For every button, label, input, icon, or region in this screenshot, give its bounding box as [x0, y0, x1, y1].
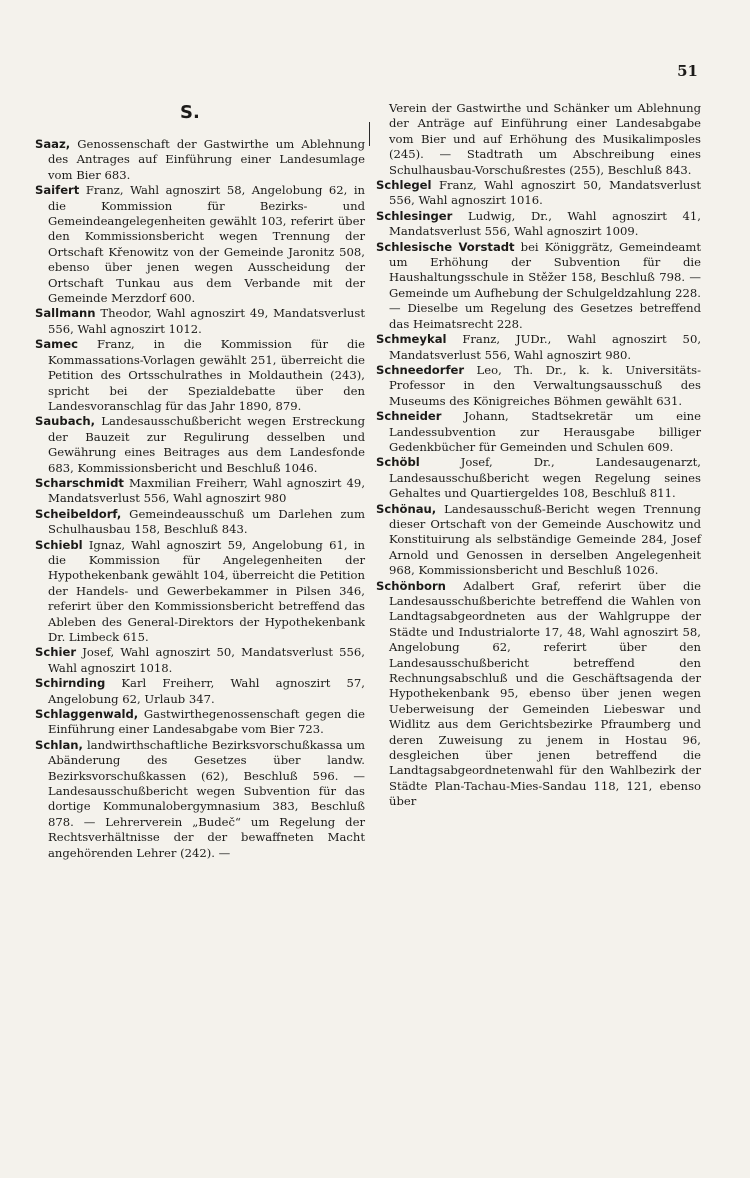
entry-heading: Schlan, — [35, 737, 83, 752]
entry-text: Josef, Dr., Landesaugenarzt, Landesausschußbericht wegen Regelung seines Gehaltes und Quartiergeldes 108, Beschluß 811. — [389, 455, 701, 501]
index-entry — [376, 363, 701, 409]
entry-text: Franz, in die Kommission für die Kommassations-Vorlagen gewählt 251, überreicht die Petition des Ortsschulrathes in Moldauthein (243), spricht bei der Spezialdebatte über den Landesvoranschlag für das Jahr 1890, 879. — [48, 337, 365, 413]
entry-heading: Schmeykal — [376, 332, 447, 347]
entry-text: Theodor, Wahl agnoszirt 49, Mandatsverlust 556, Wahl agnoszirt 1012. — [48, 306, 365, 336]
entry-text: Landesausschuß-Bericht wegen Trennung dieser Ortschaft von der Gemeinde Auschowitz und Konstituirung als selbständige Gemeinde 284, Josef Arnold und Genossen in derselben Angelegenheit 968, Kommissionsbericht und Beschluß 1026. — [389, 501, 701, 578]
entry-heading: Samec — [35, 337, 78, 352]
entry-heading: Schlesische Vorstadt — [376, 239, 515, 254]
entry-text: Landesausschußbericht wegen Erstreckung der Bauzeit zur Regulirung desselben und Gewährung eines Beitrages aus dem Landesfonde 683, Kommissionsbericht und Beschluß 1046. — [48, 414, 365, 475]
entry-text: Franz, JUDr., Wahl agnoszirt 50, Mandatsverlust 556, Wahl agnoszirt 980. — [389, 332, 701, 362]
index-entry-continuation — [376, 101, 701, 178]
entry-heading: Scharschmidt — [35, 475, 124, 490]
entry-text: Karl Freiherr, Wahl agnoszirt 57, Angelobung 62, Urlaub 347. — [48, 676, 365, 706]
entry-heading: Schöbl — [376, 455, 420, 470]
entry-heading: Scheibeldorf, — [35, 506, 122, 521]
entry-text: Adalbert Graf, referirt über die Landesausschußberichte betreffend die Wahlen von Landtagsabgeordneten aus der Wahlgruppe der Städte und Industrialorte 17, 48, Wahl agnoszirt 58, Angelobung 62, referirt über den Landesausschußbericht betreffend den Rechnungsabschluß und die Geschäftsagenda der Hypothekenbank 95, ebenso über jenen wegen Ueberweisung der Gemeinden Liebeswar und Widlitz aus dem Gerichtsbezirke Pfraumberg und deren Zuweisung zu jenem in Hostau 96, desgleichen über jenen betreffend die Landtagsabgeordnetenwahl für den Wahlbezirk der Städte Plan-Tachau-Mies-Sandau 118, 121, ebenso über — [389, 578, 701, 809]
index-entry — [376, 455, 701, 501]
index-entry — [376, 579, 701, 810]
entry-text: Maxmilian Freiherr, Wahl agnoszirt 49, Mandatsverlust 556, Wahl agnoszirt 980 — [48, 475, 365, 506]
entry-text: Johann, Stadtsekretär um eine Landessubvention zur Herausgabe billiger Gedenkbücher für Gemeinden und Schulen 609. — [389, 409, 701, 454]
entry-heading: Schneedorfer — [376, 362, 465, 377]
entry-heading: Schönborn — [376, 578, 446, 593]
entry-heading: Sallmann — [35, 306, 96, 321]
index-entry — [35, 137, 365, 183]
entry-heading: Saubach, — [35, 414, 96, 429]
index-entry — [376, 409, 701, 455]
index-entry — [35, 337, 365, 414]
entry-text: Ignaz, Wahl agnoszirt 59, Angelobung 61, in die Kommission für Angelegenheiten der Hypothekenbank gewählt 104, überreicht die Petition der Handels- und Gewerbekammer in Pilsen 346, referirt über den Kommissionsbericht betreffend das Ableben des General-Direktors der Hypothekenbank Dr. Limbeck 615. — [48, 537, 365, 644]
entry-heading: Saaz, — [35, 137, 71, 151]
entry-text: bei Königgrätz, Gemeindeamt um Erhöhung der Subvention für die Haushaltungsschule in Stěžer 158, Beschluß 798. — Gemeinde um Aufhebung der Schulgeldzahlung 228. — Dieselbe um Regelung des Gesetzes betreffend das Heimatsrecht 228. — [389, 239, 701, 331]
page-number: 51 — [677, 62, 698, 80]
entry-text: Leo, Th. Dr., k. k. Universitäts-Professor in den Verwaltungsausschuß des Museums des Königreiches Böhmen gewählt 631. — [389, 362, 701, 408]
index-entry — [35, 645, 365, 676]
index-entry — [376, 209, 701, 240]
entry-text: Ludwig, Dr., Wahl agnoszirt 41, Mandatsverlust 556, Wahl agnoszirt 1009. — [389, 208, 701, 239]
entry-heading: Schirnding — [35, 676, 106, 691]
entry-text: Gastwirthegenossenschaft gegen die Einführung einer Landesabgabe vom Bier 723. — [48, 707, 365, 737]
index-entry — [35, 707, 365, 738]
section-letter: S. — [180, 102, 200, 123]
entry-text: Josef, Wahl agnoszirt 50, Mandatsverlust 556, Wahl agnoszirt 1018. — [48, 645, 365, 675]
index-entry — [376, 240, 701, 332]
index-entry — [376, 178, 701, 209]
index-entry — [35, 507, 365, 538]
entry-text: landwirthschaftliche Bezirksvorschußkassa um Abänderung des Gesetzes über landw. Bezirksvorschußkassen (62), Beschluß 596. — Landesausschußbericht wegen Subvention für das dortige Kommunalobergymnasium 383, Beschluß 878. — Lehrerverein „Budeč“ um Regelung der Rechtsverhältnisse der der bewaffneten Macht angehörenden Lehrer (242). — — [48, 737, 365, 860]
index-entry — [376, 332, 701, 363]
index-entry — [35, 476, 365, 507]
entry-text: Verein der Gastwirthe und Schänker um Ablehnung der Anträge auf Einführung einer Landesabgabe vom Bier und auf Erhöhung des Musikalimposles (245). — Stadtrath um Abschreibung eines Schulhausbau-Vorschußrestes (255), Beschluß 843. — [389, 101, 701, 177]
entry-heading: Saifert — [35, 183, 80, 198]
entry-text: Franz, Wahl agnoszirt 50, Mandatsverlust 556, Wahl agnoszirt 1016. — [389, 178, 701, 208]
entry-text: Genossenschaft der Gastwirthe um Ablehnung des Antrages auf Einführung einer Landesumlage vom Bier 683. — [48, 137, 365, 182]
left-column — [35, 137, 365, 861]
index-entry — [376, 502, 701, 579]
entry-heading: Schlegel — [376, 178, 432, 193]
entry-text: Gemeindeausschuß um Darlehen zum Schulhausbau 158, Beschluß 843. — [48, 506, 365, 537]
entry-heading: Schier — [35, 645, 77, 660]
index-entry — [35, 414, 365, 476]
entry-heading: Schlesinger — [376, 208, 453, 223]
entry-heading: Schiebl — [35, 537, 83, 552]
right-column — [376, 101, 701, 810]
entry-heading: Schneider — [376, 409, 442, 424]
index-entry — [35, 676, 365, 707]
column-rule — [369, 122, 370, 146]
index-entry — [35, 538, 365, 646]
entry-heading: Schlaggenwald, — [35, 707, 139, 722]
index-entry — [35, 306, 365, 337]
index-entry — [35, 183, 365, 306]
entry-text: Franz, Wahl agnoszirt 58, Angelobung 62, in die Kommission für Bezirks- und Gemeindeangelegenheiten gewählt 103, referirt über den Kommissionsbericht wegen Trennung der Ortschaft Křenowitz von der Gemeinde Jaronitz 508, ebenso über jenen wegen Ausscheidung der Ortschaft Tunkau aus dem Verbande mit der Gemeinde Merzdorf 600. — [48, 183, 365, 306]
index-entry — [35, 738, 365, 861]
entry-heading: Schönau, — [376, 501, 437, 516]
